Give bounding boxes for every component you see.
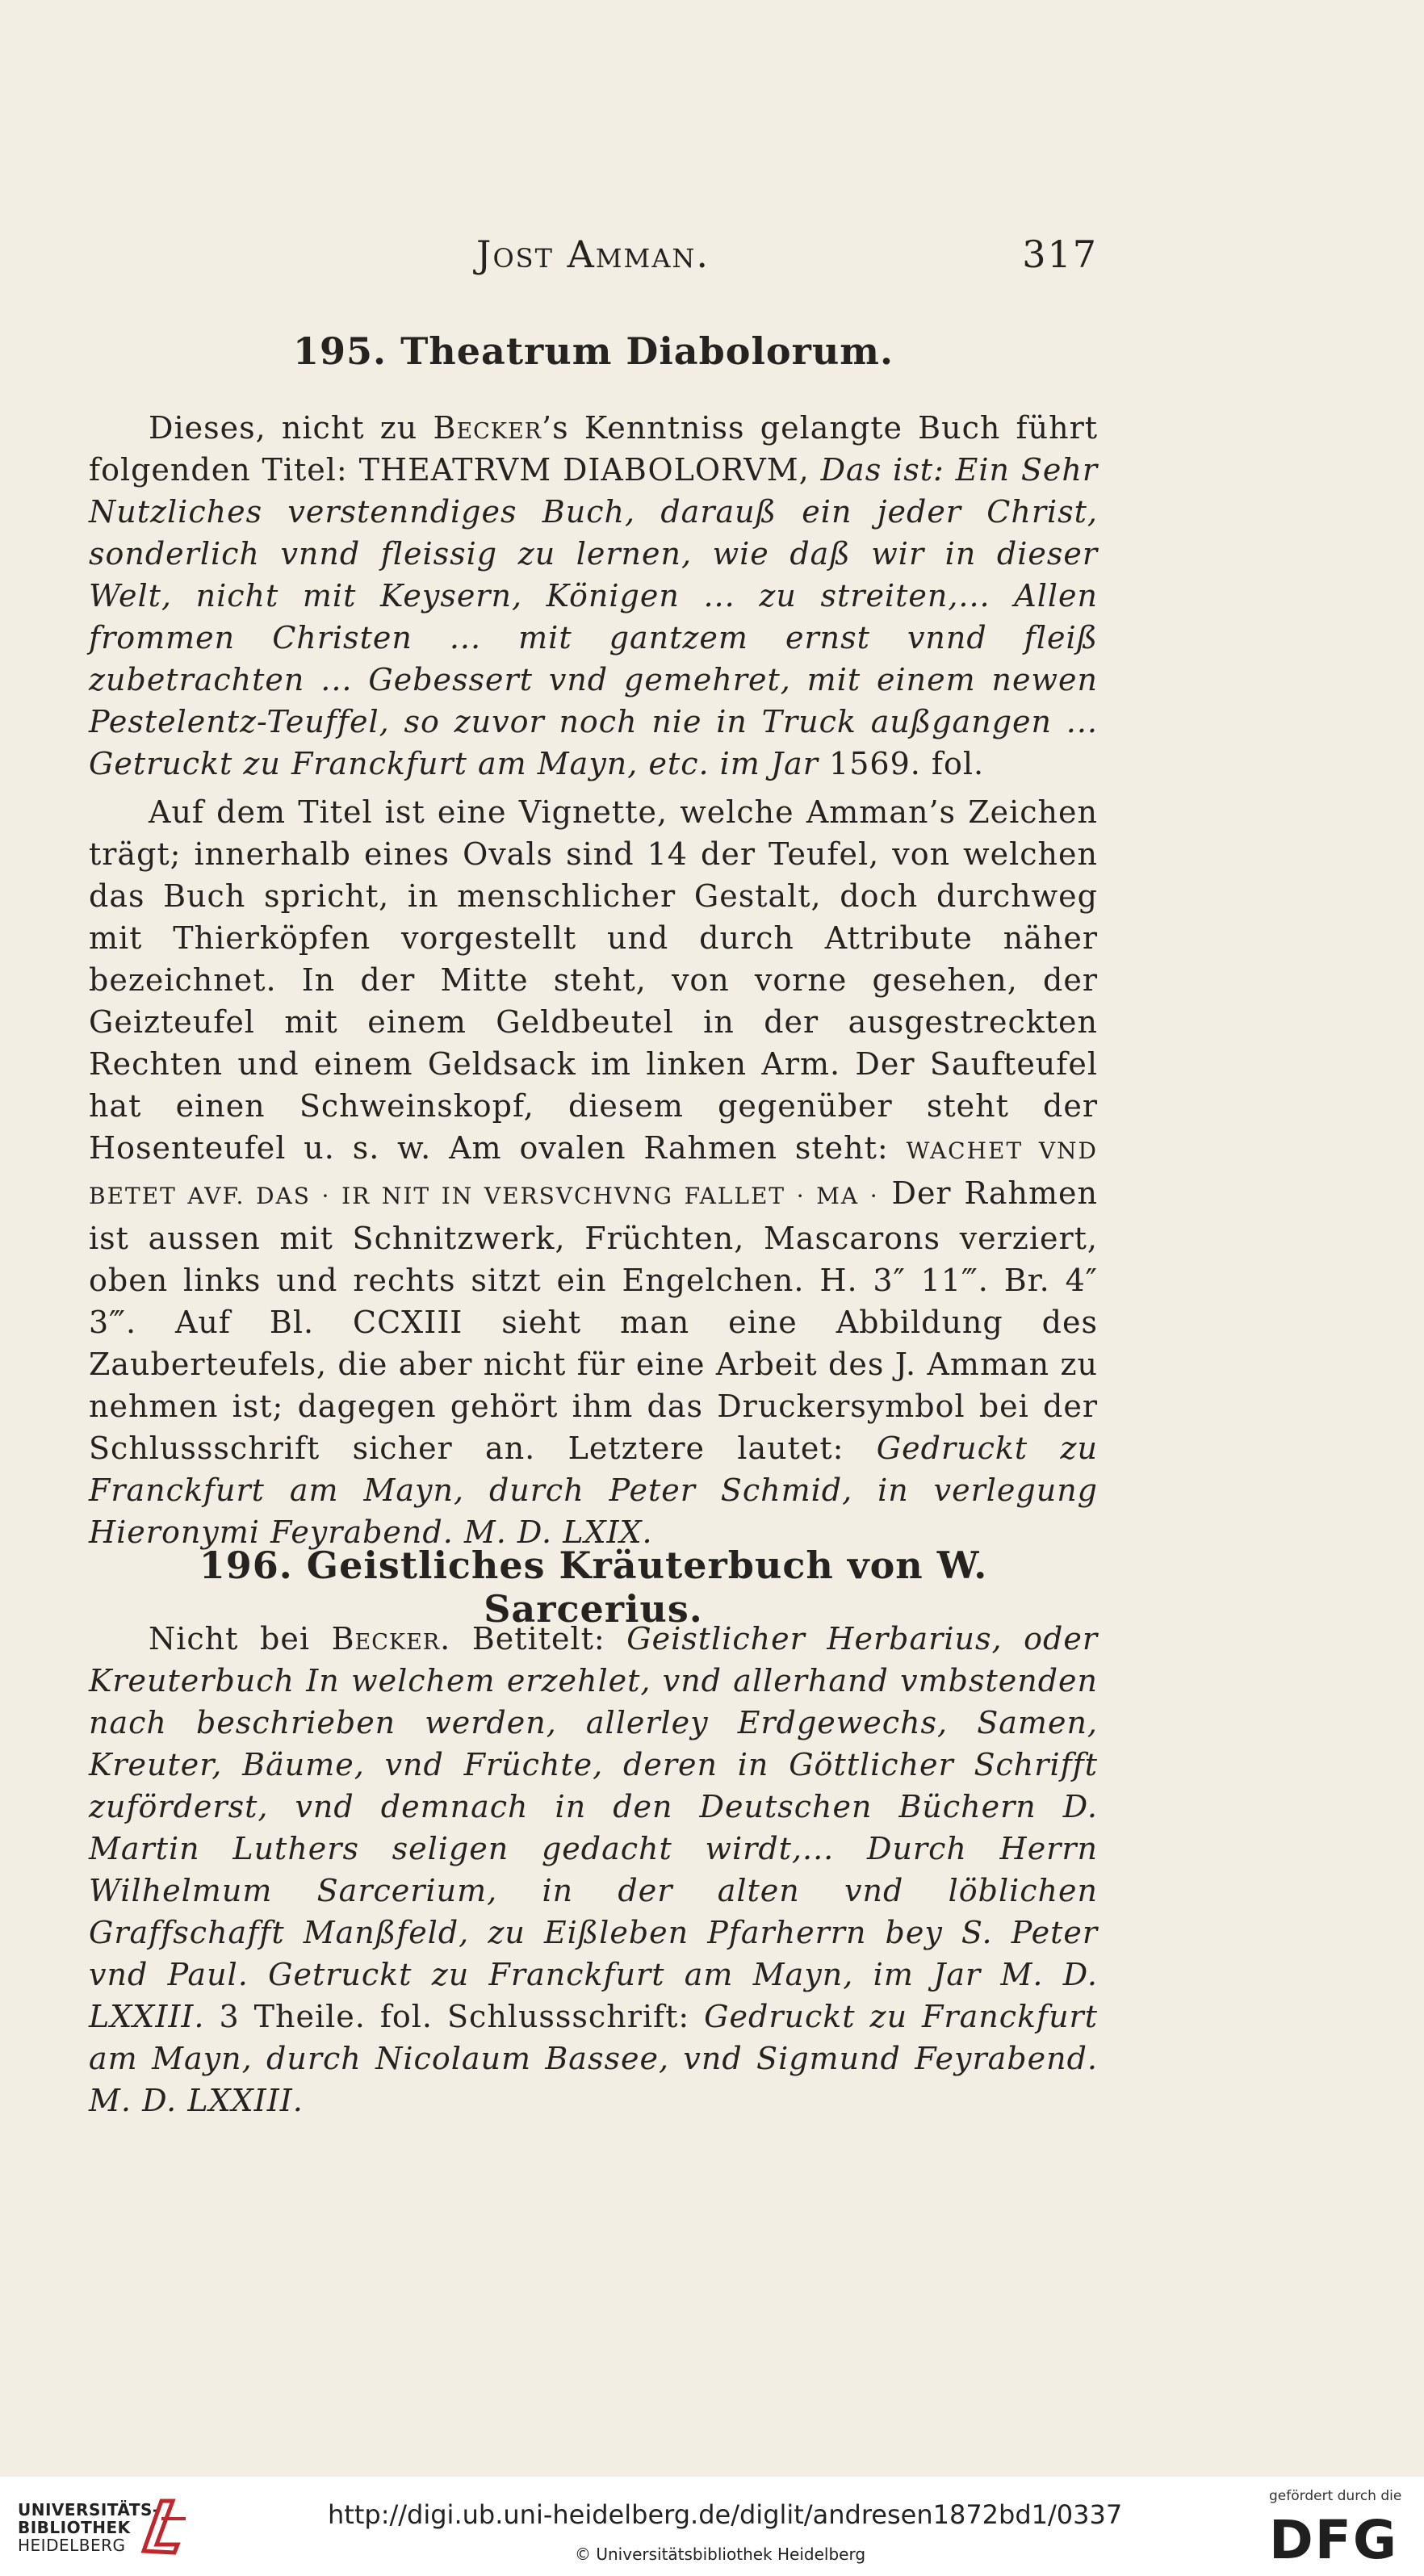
text-run: ’s Kenntniss gelangte Buch führt folgenden Titel: THEATRVM DIABOLORVM, [89, 410, 1099, 488]
dfg-logo: DFG [1269, 2509, 1399, 2571]
logo-line-1: UNIVERSITÄTS- [18, 2500, 160, 2519]
text-run: Geistlicher Herbarius, oder Kreuterbuch In welchem erzehlet, vnd allerhand vmbstenden nach beschrieben werden, allerley Erdgewechs, Samen, Kreuter, Bäume, vnd Früchte, deren in Göttlicher Schrifft zuförderst, vnd demnach in den Deutschen Büchern D. Martin Luthers seligen gedacht wirdt,... Durch Herrn Wilhelmum Sarcerium, in der alten vnd löblichen Graffschafft Manßfeld, zu Eißleben Pfarherrn bey S. Peter vnd Paul. Getruckt zu Franckfurt am Mayn, im Jar M. D. LXXIII. [89, 1621, 1098, 2034]
running-head-title: Jost Amman. [476, 232, 710, 276]
section-195-paragraph-1 [89, 407, 1098, 785]
text-run: Der Rahmen ist aussen mit Schnitzwerk, Früchten, Mascarons verziert, oben links und rechts sitzt ein Engelchen. H. 3″ 11‴. Br. 4″ 3‴. Auf Bl. CCXIII sieht man eine Abbildung des Zauberteufels, die aber nicht für eine Arbeit des J. Amman zu nehmen ist; dagegen gehört ihm das Druckersymbol bei der Schlussschrift sicher an. Letztere lautet: [89, 1175, 1099, 1466]
permalink-url[interactable]: http://digi.ub.uni-heidelberg.de/diglit/andresen1872bd1/0337 [328, 2499, 1123, 2530]
section-196-paragraph-1 [89, 1618, 1098, 2122]
section-heading-196: 196. Geistliches Kräuterbuch von W. Sarcerius. [199, 1544, 988, 1631]
text-run: 1569. fol. [818, 746, 985, 781]
text-run: . Betitelt: [440, 1621, 627, 1657]
section-195 [89, 329, 1098, 373]
section-heading-195: 195. Theatrum Diabolorum. [293, 329, 894, 373]
funding-note: gefördert durch die [1269, 2488, 1402, 2504]
text-run: Auf dem Titel ist eine Vignette, welche Amman’s Zeichen trägt; innerhalb eines Ovals sind 14 der Teufel, von welchen das Buch spricht, in menschlicher Gestalt, doch durchweg mit Thierköpfen vorgestellt und durch Attribute näher bezeichnet. In der Mitte steht, von vorne gesehen, der Geizteufel mit einem Geldbeutel in der ausgestreckten Rechten und einem Geldsack im linken Arm. Der Saufteufel hat einen Schweinskopf, diesem gegenüber steht der Hosenteufel u. s. w. Am ovalen Rahmen steht: [89, 794, 1098, 1166]
text-run: Gedruckt zu Franckfurt am Mayn, durch Nicolaum Bassee, vnd Sigmund Feyrabend. M. D. LXXIII. [89, 1999, 1098, 2118]
logo-line-3: HEIDELBERG [18, 2536, 126, 2555]
text-run: Becker [433, 410, 542, 446]
text-run: Das ist: Ein Sehr Nutzliches verstenndiges Buch, darauß ein jeder Christ, sonderlich vnnd fleissig zu lernen, wie daß wir in dieser Welt, nicht mit Keysern, Königen ... zu streiten,... Allen frommen Christen ... mit gantzem ernst vnnd fleiß zubetrachten ... Gebessert vnd gemehret, mit einem newen Pestelentz-Teuffel, so zuvor noch nie in Truck außgangen ... Getruckt zu Franckfurt am Mayn, etc. im Jar [89, 452, 1098, 781]
text-run: Dieses, nicht zu [149, 410, 433, 446]
copyright-notice: © Universitätsbibliothek Heidelberg [575, 2545, 866, 2564]
text-run: WACHET VND BETET AVF. DAS · IR NIT IN VERSVCHVNG FALLET · MA · [89, 1137, 1098, 1209]
footer-bar [0, 2477, 1424, 2576]
text-run: Becker [331, 1621, 441, 1657]
running-head [89, 232, 1098, 281]
text-run: Nicht bei [149, 1621, 332, 1657]
section-195-paragraph-2 [89, 791, 1098, 1553]
page-number: 317 [1022, 232, 1098, 276]
library-logo-icon [137, 2494, 194, 2559]
text-run: Gedruckt zu Franckfurt am Mayn, durch Peter Schmid, in verlegung Hieronymi Feyrabend. M. D. LXIX. [89, 1430, 1098, 1550]
logo-line-2: BIBLIOTHEK [18, 2518, 131, 2537]
text-run: 3 Theile. fol. Schlussschrift: [204, 1999, 705, 2034]
